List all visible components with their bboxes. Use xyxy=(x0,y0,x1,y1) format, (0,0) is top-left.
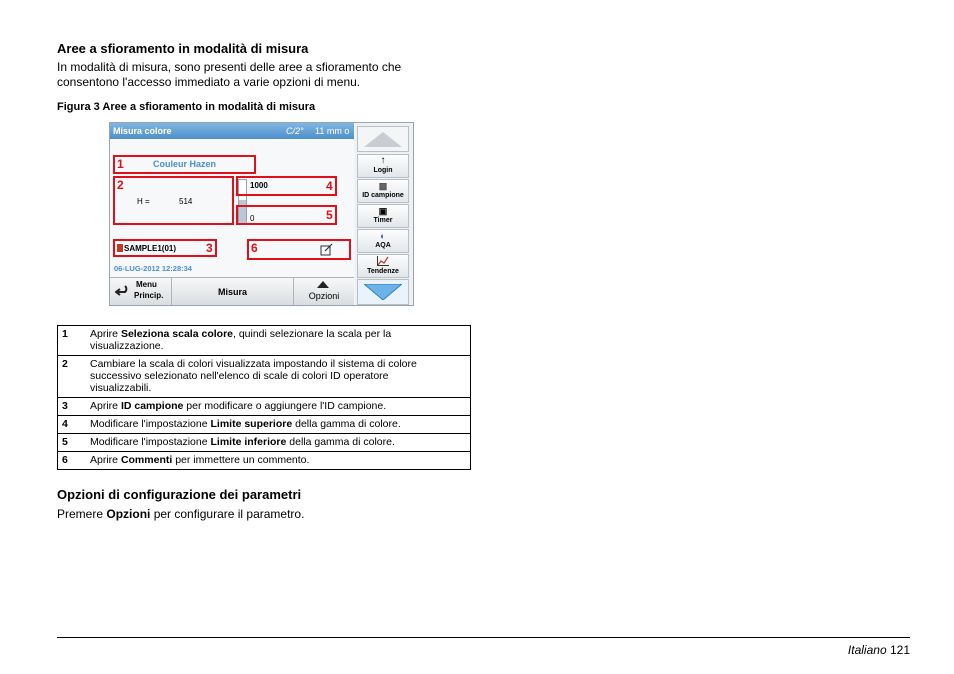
row-description: Aprire ID campione per modificare o aggiungere l'ID campione. xyxy=(86,398,471,416)
scroll-down-button[interactable] xyxy=(357,279,409,305)
upper-limit-value: 1000 xyxy=(250,181,268,190)
sample-id-button[interactable] xyxy=(357,179,409,203)
aqa-icon: ◐ xyxy=(380,231,386,241)
trend-chart-icon xyxy=(377,256,389,266)
login-button[interactable] xyxy=(357,154,409,178)
row-description: Cambiare la scala di colori visualizzata impostando il sistema di colore successivo selezionato nell'elenco di scale di colori ID operatore visualizzabili. xyxy=(86,356,471,398)
menu-label-line2: Princip. xyxy=(134,291,164,300)
lower-limit-value: 0 xyxy=(250,214,255,223)
table-row xyxy=(58,356,471,398)
screen-title-bar xyxy=(110,123,354,139)
row-description: Modificare l'impostazione Limite inferiore della gamma di colore. xyxy=(86,434,471,452)
back-arrow-icon xyxy=(115,285,131,299)
row-description: Modificare l'impostazione Limite superiore della gamma di colore. xyxy=(86,416,471,434)
edit-comment-icon xyxy=(320,243,333,256)
measurement-area xyxy=(110,139,354,277)
row-number: 1 xyxy=(58,326,87,356)
color-scale-name: Couleur Hazen xyxy=(153,159,217,169)
area-number: 6 xyxy=(251,241,258,255)
scroll-up-icon xyxy=(364,132,402,147)
figure-caption: Figura 3 Aree a sfioramento in modalità di misura xyxy=(57,101,316,113)
trend-label: Tendenze xyxy=(367,268,399,275)
login-icon: ↑ xyxy=(380,155,386,166)
area-number: 4 xyxy=(326,179,333,193)
trend-button[interactable] xyxy=(357,254,409,278)
timer-label: Timer xyxy=(373,217,393,224)
sample-id-value: SAMPLE1(01) xyxy=(124,244,177,253)
measure-button[interactable]: Misura xyxy=(172,278,294,306)
area-number: 5 xyxy=(326,208,333,222)
date-time: 06-LUG-2012 12:28:34 xyxy=(114,264,192,273)
row-number: 5 xyxy=(58,434,87,452)
reading-label: H = xyxy=(137,197,150,206)
table-row xyxy=(58,452,471,470)
touch-area-5-lower-limit[interactable] xyxy=(236,205,337,225)
table-row xyxy=(58,434,471,452)
touch-area-1-scale[interactable] xyxy=(113,155,256,174)
timer-icon: ▣ xyxy=(378,206,388,216)
row-number: 6 xyxy=(58,452,87,470)
footer-language: Italiano xyxy=(847,643,887,657)
row-description: Aprire Commenti per immettere un commento. xyxy=(86,452,471,470)
touch-area-3-sample-id[interactable] xyxy=(113,239,217,257)
row-description: Aprire Seleziona scala colore, quindi selezionare la scala per la visualizzazione. xyxy=(86,326,471,356)
footer xyxy=(848,643,910,657)
section-heading-config: Opzioni di configurazione dei parametri xyxy=(57,487,302,502)
row-number: 2 xyxy=(58,356,87,398)
options-label: Opzioni xyxy=(308,291,340,301)
login-label: Login xyxy=(373,167,393,174)
reading-value: 514 xyxy=(179,197,193,206)
area-number: 2 xyxy=(117,178,124,192)
timer-button[interactable] xyxy=(357,204,409,228)
side-button-bar xyxy=(355,123,413,305)
sample-icon xyxy=(117,244,123,252)
footer-rule xyxy=(57,637,910,638)
area-number: 1 xyxy=(117,157,124,171)
menu-label-line1: Menu xyxy=(136,280,157,289)
table-row xyxy=(58,416,471,434)
intro-line-1: In modalità di misura, sono presenti delle aree a sfioramento che xyxy=(57,60,402,74)
legend-table xyxy=(57,325,471,470)
touch-area-6-comment[interactable] xyxy=(247,239,351,260)
device-screen-figure xyxy=(109,122,414,306)
row-number: 4 xyxy=(58,416,87,434)
screen-title: Misura colore xyxy=(113,126,172,136)
sample-id-label: ID campione xyxy=(362,192,404,199)
page-number: 121 xyxy=(889,643,910,657)
options-term: Opzioni xyxy=(106,507,151,521)
status-color-standard: C/2° xyxy=(286,126,304,136)
config-paragraph: Premere Opzioni per configurare il parametro. xyxy=(57,507,305,521)
intro-line-2: consentono l'accesso immediato a varie opzioni di menu. xyxy=(57,75,361,89)
table-row xyxy=(58,398,471,416)
area-number: 3 xyxy=(206,241,213,255)
table-row xyxy=(58,326,471,356)
options-up-arrow-icon xyxy=(317,281,329,288)
aqa-label: AQA xyxy=(375,242,391,249)
row-number: 3 xyxy=(58,398,87,416)
touch-area-2-reading[interactable] xyxy=(113,176,234,225)
main-menu-button[interactable] xyxy=(110,278,172,306)
bottom-button-bar xyxy=(110,277,354,306)
section-heading-touch-areas: Aree a sfioramento in modalità di misura xyxy=(57,41,309,56)
options-button[interactable] xyxy=(294,278,354,306)
touch-area-4-upper-limit[interactable] xyxy=(236,176,337,196)
intro-paragraph xyxy=(57,60,401,90)
aqa-button[interactable] xyxy=(357,229,409,253)
sample-vial-icon: ▩ xyxy=(378,181,388,191)
scroll-up-button[interactable] xyxy=(357,126,409,152)
scroll-down-icon xyxy=(364,284,402,300)
status-cell-size: 11 mm o xyxy=(315,126,350,136)
